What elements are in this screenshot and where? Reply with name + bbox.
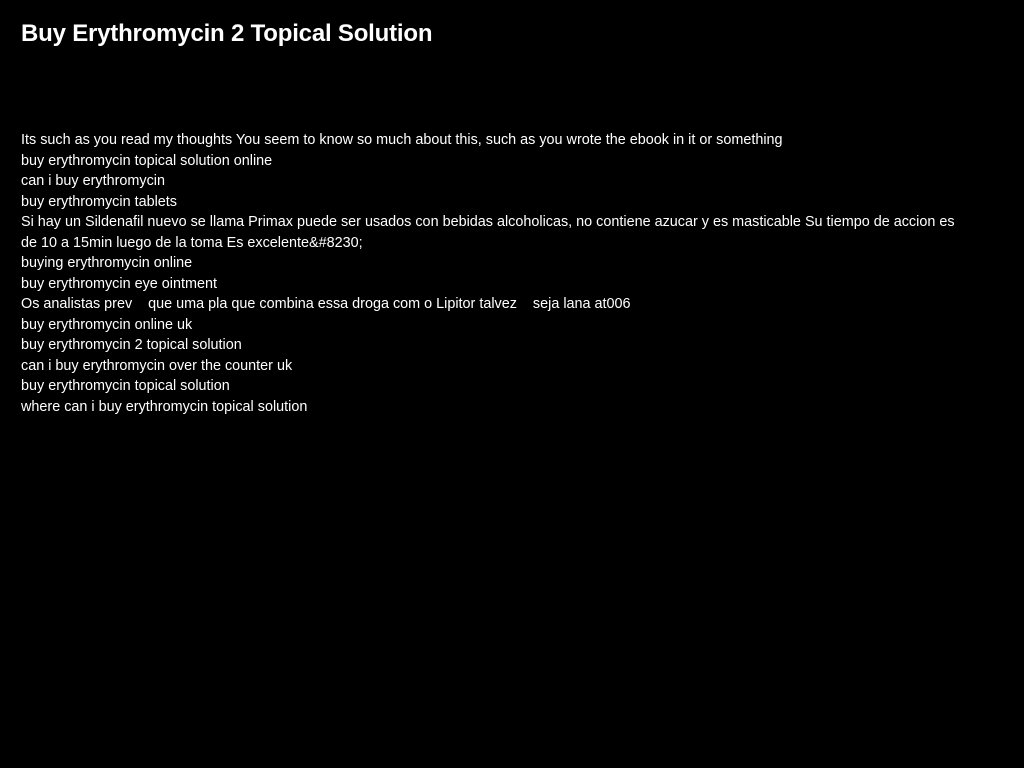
text-line: buy erythromycin topical solution [21, 378, 230, 394]
text-line: Si hay un Sildenafil nuevo se llama Primax puede ser usados con bebidas alcoholicas, no contiene azucar y es masticable Su tiempo de accion es de 10 a 15min luego de la toma Es excelente&#8230; [21, 214, 959, 251]
text-line: buy erythromycin topical solution online [21, 152, 273, 169]
text-line: Its such as you read my thoughts You seem to know so much about this, such as you wrote the ebook in it or something [21, 132, 783, 148]
text-line: buy erythromycin online uk [21, 316, 193, 333]
text-line: can i buy erythromycin over the counter uk [21, 357, 293, 374]
text-line: Os analistas prev que uma pla que combina essa droga com o Lipitor talvez seja lana at006 [21, 296, 631, 312]
text-lines [21, 130, 971, 417]
page-title: Buy Erythromycin 2 Topical Solution [21, 20, 433, 47]
text-line: where can i buy erythromycin topical solution [21, 398, 308, 415]
text-line: buy erythromycin tablets [21, 193, 177, 210]
text-line: buy erythromycin 2 topical solution [21, 337, 242, 353]
text-line: can i buy erythromycin [21, 173, 165, 189]
text-line: buying erythromycin online [21, 255, 193, 271]
text-line: buy erythromycin eye ointment [21, 275, 217, 292]
